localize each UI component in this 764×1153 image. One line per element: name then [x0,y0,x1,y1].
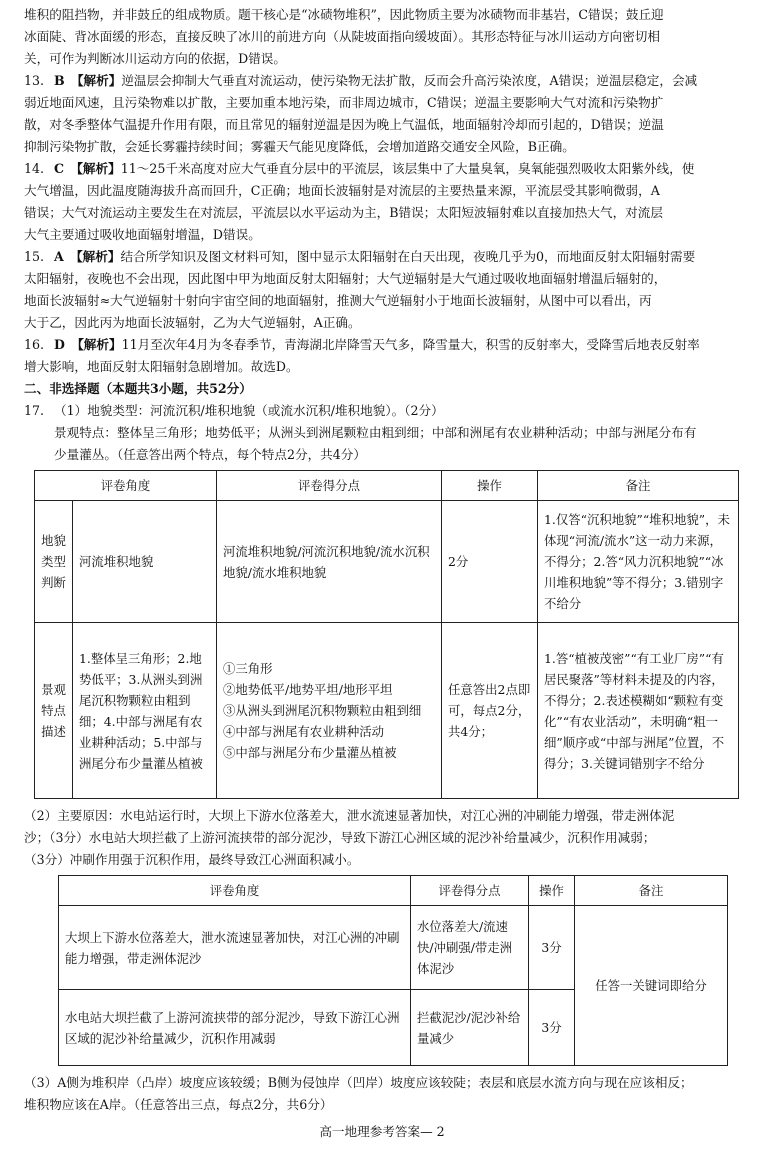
answer-head: A 【解析】 [54,249,121,264]
table-header-cell: 评卷得分点 [411,876,529,906]
question-number: 16. [24,337,45,352]
table-header-cell: 评卷得分点 [217,471,442,501]
table-cell: 1.答“植被茂密”“有工业厂房”“有居民聚落”等材料未提及的内容，不得分；2.表述模糊如“颗粒有变化”“有农业活动”，未明确“粗一细”顺序或“中部与洲尾”位置，不得分；3.关键词错别字不给分 [538,623,739,799]
table-cell: 2分 [442,501,538,623]
answer-line: （3分）冲刷作用强于沉积作用，最终导致江心洲面积减小。 [24,852,360,867]
answer-line: 11月至次年4月为冬春季节，青海湖北岸降雪天气多，降雪量大，积雪的反射率大，受降雪后地表反射率 [121,337,700,352]
answer-line: 地面长波辐射≈大气逆辐射十射向宇宙空间的地面辐射，推测大气逆辐射小于地面长波辐射，从图中可以看出，丙 [24,293,652,308]
table-header-row [59,876,728,906]
answer-line: 堆积物应该在A岸。（任意答出三点，每点2分，共6分） [24,1097,333,1112]
answer-line: 散，对冬季整体气温提升作用有限，而且常见的辐射逆温是因为晚上气温低，地面辐射冷却而引起的，D错误；逆温 [24,117,664,132]
answer-line: 错误；大气对流运动主要发生在对流层，平流层以水平运动为主，B错误；太阳短波辐射难以直接加热大气，对流层 [24,205,663,220]
row-label: 地貌类型判断 [35,501,73,623]
continued-line-2: 冰面陡、背冰面缓的形态，直接反映了冰川的前进方向（从陡坡面指向缓坡面）。其形态特征与冰川运动方向密切相 [24,29,660,44]
answer-line: （2）主要原因：水电站运行时，大坝上下游水位落差大，泄水流速显著加快，对江心洲的冲刷能力增强，带走洲体泥 [24,808,675,823]
answer-line: 太阳辐射，夜晚也不会出现，因此图中甲为地面反射太阳辐射；大气逆辐射是大气通过吸收地面辐射增温后辐射的， [24,271,667,286]
section-heading: 二、非选择题（本题共3小题，共52分） [24,381,252,396]
table-header-cell: 评卷角度 [35,471,217,501]
answer-line: （1）地貌类型：河流沉积/堆积地貌（或流水沉积/堆积地貌）。（2分） [54,403,444,418]
table-row [35,501,739,623]
table-cell: 河流堆积地貌 [73,501,217,623]
continued-line-1: 堆积的阻挡物，并非鼓丘的组成物质。题干核心是“冰碛物堆积”，因此物质主要为冰碛物而非基岩，C错误；鼓丘迎 [24,7,664,22]
grading-table-1 [34,470,739,799]
table-cell: 水位落差大/流速快/冲刷强/带走洲体泥沙 [411,906,529,990]
continued-line-3: 关，可作为判断冰川运动方向的依据，D错误。 [24,51,286,66]
scoring-point: ⑤中部与洲尾分布少量灌丛植被 [223,745,397,760]
table-cell: 水电站大坝拦截了上游河流挟带的部分泥沙，导致下游江心洲区域的泥沙补给量减少，沉积作用减弱 [59,990,411,1066]
grading-table-2 [58,875,728,1066]
answer-line: 11～25千米高度对应大气垂直分层中的平流层，该层集中了大量臭氧，臭氧能强烈吸收太阳紫外线，使 [120,161,695,176]
table-cell: 任答一关键词即给分 [575,906,728,1066]
question-number: 14. [24,161,45,176]
answer-line: 沙；（3分）水电站大坝拦截了上游河流挟带的部分泥沙，导致下游江心洲区域的泥沙补给量减少，沉积作用减弱； [24,830,656,845]
question-number: 17. [24,403,45,418]
table-header-cell: 操作 [442,471,538,501]
table-cell: 大坝上下游水位落差大，泄水流速显著加快，对江心洲的冲刷能力增强，带走洲体泥沙 [59,906,411,990]
answer-head: B 【解析】 [54,73,122,88]
table-header-cell: 操作 [529,876,575,906]
answer-line: 弱近地面风速，且污染物难以扩散，主要加重本地污染，而非周边城市，C错误；逆温主要影响大气对流和污染物扩 [24,95,664,110]
answer-line: 少量灌丛。（任意答出两个特点，每个特点2分，共4分） [54,447,366,462]
answer-13 [24,70,738,92]
answer-line: 增大影响，地面反射太阳辐射急剧增加。故选D。 [24,359,299,374]
table-cell: 拦截泥沙/泥沙补给量减少 [411,990,529,1066]
table-row [59,906,728,990]
table-header-row [35,471,739,501]
table-row [35,623,739,799]
table-cell [217,623,442,799]
answer-line: 逆温层会抑制大气垂直对流运动，使污染物无法扩散，反而会升高污染浓度，A错误；逆温层稳定，会减 [121,73,698,88]
table-header-cell: 备注 [575,876,728,906]
answer-line: 景观特点：整体呈三角形；地势低平；从洲头到洲尾颗粒由粗到细；中部和洲尾有农业耕种活动；中部与洲尾分布有 [54,425,697,440]
answer-17 [24,400,738,422]
answer-head: D 【解析】 [54,337,122,352]
question-number: 13. [24,73,45,88]
answer-line: （3）A侧为堆积岸（凸岸）坡度应该较缓；B侧为侵蚀岸（凹岸）坡度应该较陡；表层和底层水流方向与现在应该相反； [24,1075,693,1090]
answer-line: 大气主要通过吸收地面辐射增温，D错误。 [24,227,261,242]
row-label: 景观特点描述 [35,623,73,799]
table-cell: 3分 [529,906,575,990]
scoring-point: ①三角形 [223,661,273,676]
answer-line: 结合所学知识及图文材料可知，图中显示太阳辐射在白天出现，夜晚几乎为0，而地面反射太阳辐射需要 [120,249,696,264]
scoring-point: ④中部与洲尾有农业耕种活动 [223,724,385,739]
question-number: 15. [24,249,45,264]
answer-line: 抑制污染物扩散，会延长雾霾持续时间；雾霾天气能见度降低，会增加道路交通安全风险，B正确。 [24,139,575,154]
page-footer: 高一地理参考答案— 2 [319,1124,445,1139]
table-cell: 河流堆积地貌/河流沉积地貌/流水沉积地貌/流水堆积地貌 [217,501,442,623]
answer-14 [24,158,738,180]
answer-line: 大于乙，因此丙为地面长波辐射，乙为大气逆辐射，A正确。 [24,315,361,330]
answer-16 [24,334,738,356]
scoring-point: ②地势低平/地势平坦/地形平坦 [223,682,393,697]
table-cell: 3分 [529,990,575,1066]
scoring-point: ③从洲头到洲尾沉积物颗粒由粗到细 [223,703,422,718]
table-cell: 1.整体呈三角形；2.地势低平；3.从洲头到洲尾沉积物颗粒由粗到细；4.中部与洲尾有农业耕种活动；5.中部与洲尾分布少量灌丛植被 [73,623,217,799]
answer-line: 大气增温，因此温度随海拔升高而回升，C正确；地面长波辐射是对流层的主要热量来源，平流层受其影响微弱，A [24,183,660,198]
table-cell: 任意答出2点即可，每点2分，共4分； [442,623,538,799]
table-cell: 1.仅答“沉积地貌”“堆积地貌”，未体现“河流/流水”这一动力来源，不得分；2.答“风力沉积地貌”“冰川堆积地貌”等不得分；3.错别字不给分 [538,501,739,623]
table-header-cell: 评卷角度 [59,876,411,906]
answer-head: C 【解析】 [54,161,121,176]
answer-15 [24,246,738,268]
table-header-cell: 备注 [538,471,739,501]
